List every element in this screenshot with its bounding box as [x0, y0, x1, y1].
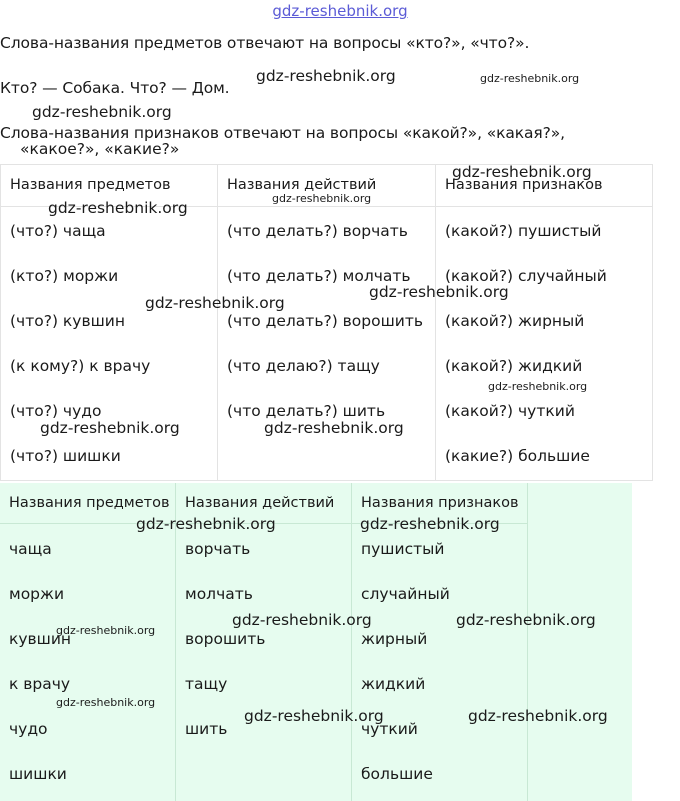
answers-table-plain — [0, 483, 632, 801]
watermark: gdz-reshebnik.org — [369, 283, 509, 301]
watermark: gdz-reshebnik.org — [56, 696, 156, 709]
header-attributes: Названия признаков — [361, 495, 519, 511]
table-cell: жидкий — [361, 675, 426, 693]
table-cell: (что делать?) молчать — [227, 267, 411, 285]
table-cell: большие — [361, 765, 433, 783]
table-cell: (какой?) жидкий — [445, 357, 583, 375]
table-cell: (кто?) моржи — [10, 267, 119, 285]
watermark: gdz-reshebnik.org — [56, 624, 156, 637]
table-cell: (что делать?) шить — [227, 402, 386, 420]
paragraph-nouns-example: Кто? — Собака. Что? — Дом. — [0, 79, 230, 97]
table-cell: молчать — [185, 585, 253, 603]
table-cell: (что делать?) ворчать — [227, 222, 408, 240]
table-cell: жирный — [361, 630, 428, 648]
table-cell: (какой?) жирный — [445, 312, 585, 330]
watermark: gdz-reshebnik.org — [452, 163, 592, 181]
table-cell: (какой?) случайный — [445, 267, 607, 285]
site-header-link[interactable]: gdz-reshebnik.org — [272, 2, 408, 20]
paragraph-nouns-rule: Слова-названия предметов отвечают на вопросы «кто?», «что?». — [0, 34, 530, 52]
header-objects: Названия предметов — [10, 177, 171, 193]
watermark: gdz-reshebnik.org — [40, 419, 180, 437]
paragraph-cut-line: «какое?», «какие?» — [20, 140, 180, 158]
table-cell: (что?) чаща — [10, 222, 106, 240]
table-cell: (что?) шишки — [10, 447, 121, 465]
table-cell: (что делать?) ворошить — [227, 312, 424, 330]
watermark: gdz-reshebnik.org — [136, 515, 276, 533]
table-cell: моржи — [9, 585, 65, 603]
table-cell: чудо — [9, 720, 48, 738]
table-cell: к врачу — [9, 675, 71, 693]
column-divider — [527, 483, 528, 801]
watermark: gdz-reshebnik.org — [48, 199, 188, 217]
watermark: gdz-reshebnik.org — [264, 419, 404, 437]
table-cell: (что?) кувшин — [10, 312, 125, 330]
watermark: gdz-reshebnik.org — [468, 707, 608, 725]
watermark: gdz-reshebnik.org — [32, 103, 172, 121]
watermark: gdz-reshebnik.org — [256, 67, 396, 85]
header-objects: Названия предметов — [9, 495, 170, 511]
watermark: gdz-reshebnik.org — [244, 707, 384, 725]
watermark: gdz-reshebnik.org — [232, 611, 372, 629]
table-cell: чаща — [9, 540, 52, 558]
table-cell: случайный — [361, 585, 450, 603]
table-cell: (какой?) чуткий — [445, 402, 575, 420]
watermark: gdz-reshebnik.org — [488, 380, 588, 393]
table-cell: тащу — [185, 675, 228, 693]
watermark: gdz-reshebnik.org — [272, 192, 372, 205]
watermark: gdz-reshebnik.org — [145, 294, 285, 312]
table-cell: кувшин — [9, 630, 72, 648]
table-cell: ворошить — [185, 630, 266, 648]
column-divider — [435, 165, 436, 480]
table-cell: чуткий — [361, 720, 418, 738]
table-cell: (что делаю?) тащу — [227, 357, 380, 375]
table-cell: шить — [185, 720, 228, 738]
table-cell: ворчать — [185, 540, 251, 558]
paragraph-adjectives-rule: Слова-названия признаков отвечают на вопросы «какой?», «какая?», — [0, 124, 565, 142]
table-cell: шишки — [9, 765, 67, 783]
table-cell: (к кому?) к врачу — [10, 357, 151, 375]
column-divider — [217, 165, 218, 480]
header-actions: Названия действий — [227, 177, 377, 193]
watermark: gdz-reshebnik.org — [480, 72, 580, 85]
watermark: gdz-reshebnik.org — [456, 611, 596, 629]
watermark: gdz-reshebnik.org — [360, 515, 500, 533]
header-attributes: Названия признаков — [445, 177, 603, 193]
table-cell: (какие?) большие — [445, 447, 590, 465]
table-cell: пушистый — [361, 540, 445, 558]
table-cell: (какой?) пушистый — [445, 222, 602, 240]
column-divider — [351, 483, 352, 801]
table-cell: (что?) чудо — [10, 402, 102, 420]
header-actions: Названия действий — [185, 495, 335, 511]
